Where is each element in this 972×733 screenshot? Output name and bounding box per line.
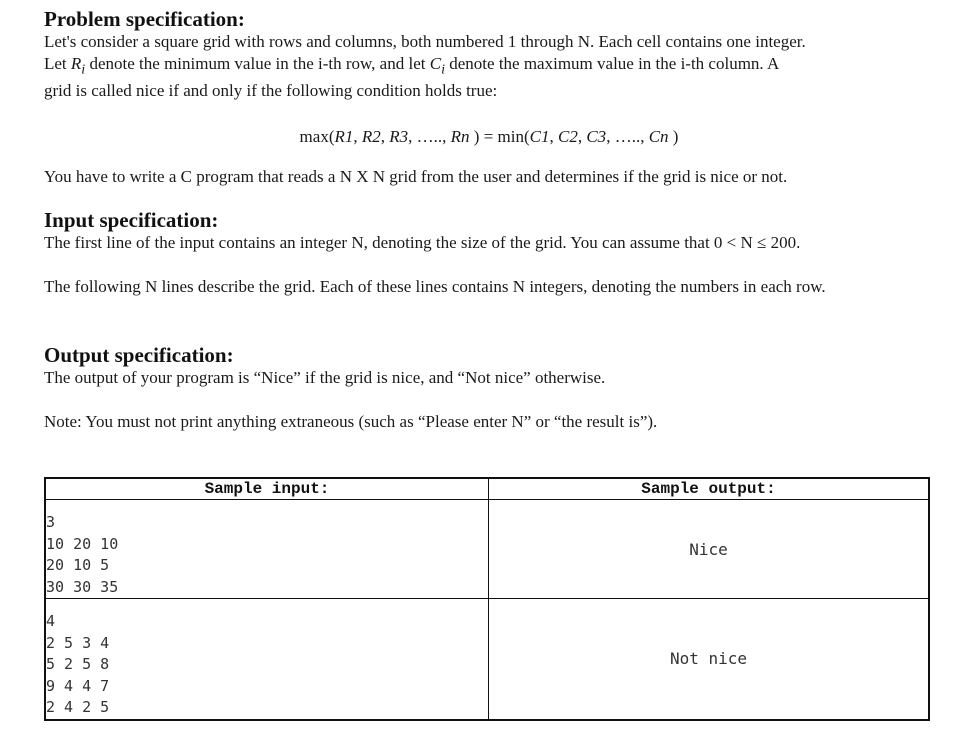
text-fragment: Let <box>44 54 71 73</box>
input-para-2: The following N lines describe the grid. Each of these lines contains N integers, denoting the numbers in each row. <box>44 277 826 296</box>
sample-input-line: 9 4 4 7 <box>46 676 110 695</box>
problem-heading: Problem specification: <box>44 7 245 31</box>
output-heading: Output specification: <box>44 343 234 367</box>
sample-input-header: Sample input: <box>45 478 489 500</box>
sample-input-cell <box>45 500 489 599</box>
input-section <box>44 208 934 298</box>
problem-line-1: Let's consider a square grid with rows and columns, both numbered 1 through N. Each cell contains one integer. <box>44 32 806 51</box>
sample-row <box>45 599 929 720</box>
sample-input-line: 2 4 2 5 <box>46 698 110 716</box>
sample-output-header: Sample output: <box>489 478 930 500</box>
problem-line-3: grid is called nice if and only if the following condition holds true: <box>44 81 498 101</box>
r-symbol: $R_i$ <box>70 54 86 78</box>
input-para-1: The first line of the input contains an integer N, denoting the size of the grid. You can assume that 0 < N ≤ 200. <box>44 233 801 252</box>
sample-input-line: 3 <box>46 513 56 531</box>
sample-input-cell <box>45 599 489 720</box>
problem-section <box>44 7 934 102</box>
sample-input-line: 30 30 35 <box>46 577 119 596</box>
c-symbol: $C_i$ <box>429 54 445 78</box>
text-fragment: denote the maximum value in the i-th column. A <box>445 54 780 73</box>
sample-input-line: 5 2 5 8 <box>46 655 110 673</box>
text-fragment: denote the minimum value in the i-th row, and let <box>85 54 430 73</box>
sample-output-cell: Nice <box>489 500 930 599</box>
output-para-1: The output of your program is “Nice” if the grid is nice, and “Not nice” otherwise. <box>44 368 606 387</box>
output-note: Note: You must not print anything extraneous (such as “Please enter N” or “the result is”). <box>44 412 658 431</box>
task-description: You have to write a C program that reads a N X N grid from the user and determines if the grid is nice or not. <box>44 167 788 186</box>
output-section <box>44 343 934 433</box>
sample-input-line: 2 5 3 4 <box>46 633 110 652</box>
sample-row <box>45 500 929 599</box>
sample-output-cell: Not nice <box>489 599 930 720</box>
input-heading: Input specification: <box>44 208 219 232</box>
sample-input-line: 4 <box>46 612 56 630</box>
sample-input-line: 20 10 5 <box>46 556 110 574</box>
samples-table <box>44 477 930 721</box>
sample-input-line: 10 20 10 <box>46 534 119 553</box>
problem-line-2 <box>44 53 934 80</box>
condition-formula: max(R1, R2, R3, ….., Rn ) = min(C1, C2, C3, ….., Cn ) <box>299 127 679 146</box>
